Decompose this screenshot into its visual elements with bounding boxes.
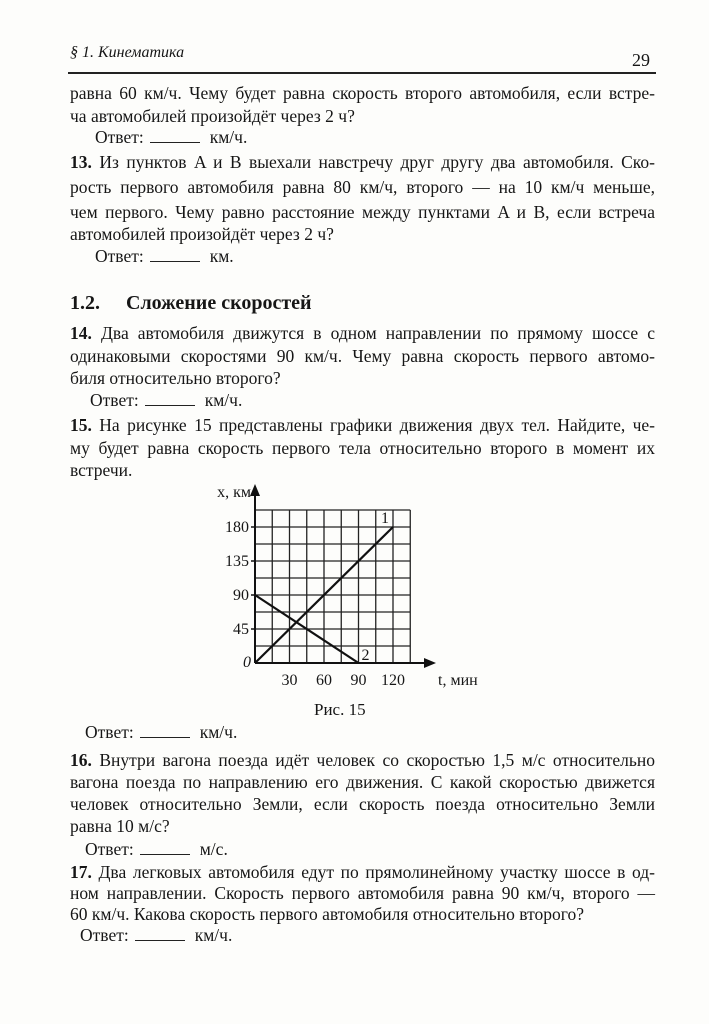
problem-16-line: равна 10 м/с? (70, 816, 170, 836)
problem-text: Два автомобиля движутся в одном направлении по прямому шоссе с (100, 323, 656, 343)
header-rule (68, 72, 656, 74)
y-tick-label: 135 (225, 553, 249, 570)
problem-12-line: равна 60 км/ч. Чему будет равна скорость второго автомобиля, если встре- (70, 83, 655, 103)
answer-unit: км/ч. (199, 722, 238, 742)
problem-number: 17. (70, 862, 92, 882)
answer-15 (85, 722, 237, 742)
section-heading (70, 292, 312, 315)
y-tick-label: 180 (225, 519, 249, 536)
problem-number: 15. (70, 415, 92, 435)
answer-label: Ответ: (90, 390, 139, 410)
answer-13 (95, 246, 234, 266)
problem-15-line: встречи. (70, 460, 133, 480)
y-tick-label: 90 (233, 587, 249, 604)
motion-graph (200, 482, 490, 700)
section-number: 1.2. (70, 292, 100, 314)
problem-17-line: ном направлении. Скорость первого автомобиля равна 90 км/ч, второго — (70, 883, 655, 903)
section-title: Сложение скоростей (126, 292, 312, 314)
problem-14-line (70, 323, 655, 343)
figure-caption: Рис. 15 (314, 700, 366, 719)
page-number: 29 (632, 50, 650, 70)
answer-blank (140, 723, 190, 738)
problem-number: 13. (70, 152, 92, 172)
x-tick-label: 30 (281, 672, 298, 689)
answer-unit: км. (209, 246, 234, 266)
problem-number: 16. (70, 750, 92, 770)
problem-13-line (70, 152, 655, 172)
problem-16-line: человек относительно Земли, если скорость поезда относительно Земли (70, 794, 655, 814)
answer-blank (150, 128, 200, 143)
problem-17-line: 60 км/ч. Какова скорость первого автомобиля относительно второго? (70, 904, 584, 924)
answer-unit: км/ч. (194, 925, 233, 945)
problem-13-line: чем первого. Чему равно расстояние между пунктами A и B, если встреча (70, 202, 655, 222)
x-tick-label: 60 (316, 672, 332, 689)
problem-16-line: вагона поезда по направлению его движения. С какой скоростью движется (70, 772, 655, 792)
answer-label: Ответ: (85, 722, 134, 742)
answer-blank (140, 840, 190, 855)
origin-label: 0 (243, 654, 251, 671)
problem-13-line: автомобилей произойдёт через 2 ч? (70, 224, 334, 244)
problem-15-line: му будет равна скорость первого тела относительно второго в момент их (70, 438, 655, 458)
y-axis-arrow-icon (250, 484, 260, 496)
problem-number: 14. (70, 323, 92, 343)
answer-unit: км/ч. (209, 127, 248, 147)
y-axis-label: x, км (217, 484, 251, 501)
answer-blank (135, 926, 185, 941)
problem-text: Два легковых автомобиля едут по прямолинейному участку шоссе в од- (98, 862, 656, 882)
x-tick-label: 120 (381, 672, 405, 689)
x-axis-arrow-icon (424, 658, 436, 668)
series-label-1: 1 (381, 510, 389, 527)
problem-14-line: биля относительно второго? (70, 368, 281, 388)
problem-14-line: одинаковыми скоростями 90 км/ч. Чему равна скорость первого автомо- (70, 346, 655, 366)
answer-blank (145, 391, 195, 406)
x-tick-label: 90 (350, 672, 367, 689)
problem-text: Внутри вагона поезда идёт человек со скоростью 1,5 м/с относительно (99, 750, 655, 770)
answer-14 (90, 390, 242, 410)
problem-13-line: рость первого автомобиля равна 80 км/ч, второго — на 10 км/ч меньше, (70, 177, 655, 197)
problem-text: На рисунке 15 представлены графики движения двух тел. Найдите, че- (99, 415, 656, 435)
y-tick-label: 45 (233, 621, 249, 638)
answer-blank (150, 247, 200, 262)
answer-unit: км/ч. (204, 390, 243, 410)
answer-unit: м/с. (199, 839, 228, 859)
problem-15-line (70, 415, 655, 435)
problem-text: Из пунктов A и B выехали навстречу друг другу два автомобиля. Ско- (99, 152, 656, 172)
answer-label: Ответ: (80, 925, 129, 945)
running-header: § 1. Кинематика (70, 44, 185, 61)
answer-label: Ответ: (95, 127, 144, 147)
answer-12 (95, 127, 247, 147)
x-axis-label: t, мин (438, 672, 478, 689)
series-label-2: 2 (361, 647, 370, 664)
problem-16-line (70, 750, 655, 770)
answer-label: Ответ: (85, 839, 134, 859)
problem-17-line (70, 862, 655, 882)
answer-17 (80, 925, 232, 945)
answer-16 (85, 839, 228, 859)
problem-12-line: ча автомобилей произойдёт через 2 ч? (70, 106, 355, 126)
answer-label: Ответ: (95, 246, 144, 266)
